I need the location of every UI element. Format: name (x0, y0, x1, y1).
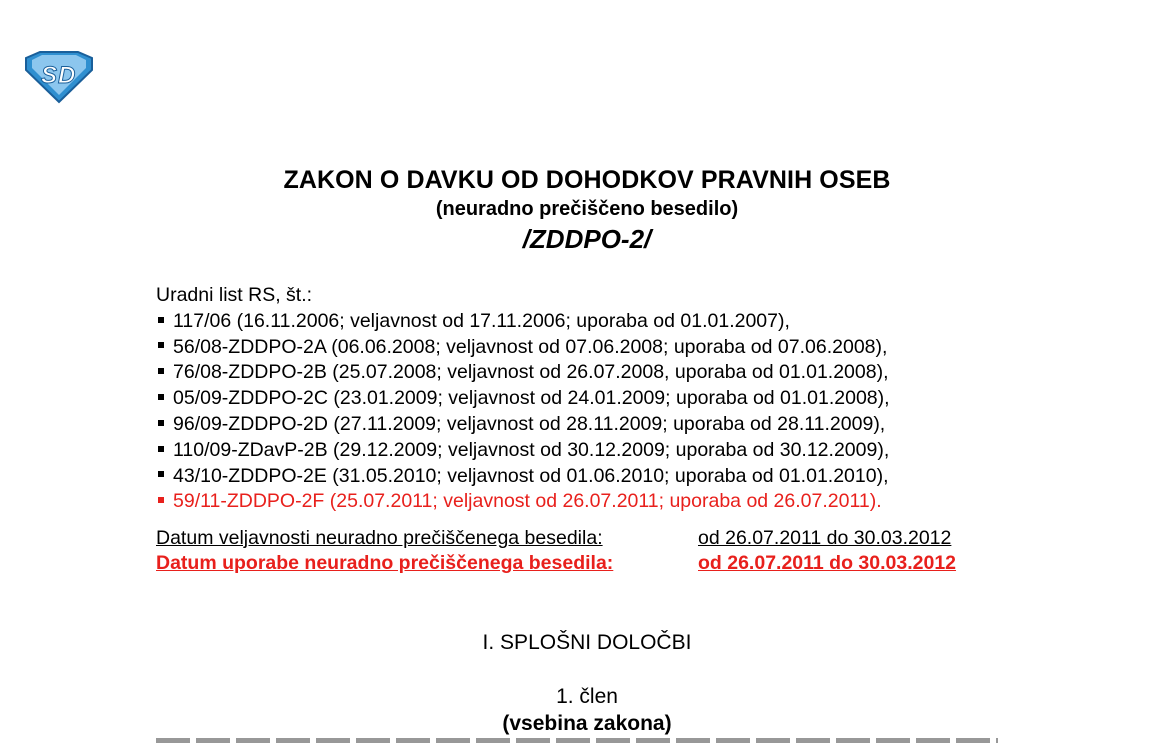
sd-logo-icon (22, 50, 96, 104)
amendment-list (156, 309, 890, 515)
amendment-item (156, 386, 890, 412)
bullet-icon (158, 317, 164, 323)
amendment-text: 110/09-ZDavP-2B (29.12.2009; veljavnost od 30.12.2009; uporaba od 30.12.2009), (173, 438, 890, 461)
amendment-text: 76/08-ZDDPO-2B (25.07.2008; veljavnost od 26.07.2008, uporaba od 01.01.2008), (173, 361, 889, 384)
bullet-icon (158, 342, 164, 348)
amendment-text: 59/11-ZDDPO-2F (25.07.2011; veljavnost od 26.07.2011; uporaba od 26.07.2011). (173, 490, 882, 513)
application-value: od 26.07.2011 do 30.03.2012 (698, 552, 957, 574)
amendment-text: 05/09-ZDDPO-2C (23.01.2009; veljavnost od 24.01.2009; uporaba od 01.01.2008), (173, 387, 890, 410)
application-row (156, 552, 956, 575)
document-abbreviation: /ZDDPO-2/ (522, 224, 652, 254)
svg-text:D: D (58, 62, 76, 89)
gazette-section (156, 283, 890, 515)
amendment-item (156, 309, 890, 335)
chapter-heading: I. SPLOŠNI DOLOČBI (482, 631, 692, 654)
amendment-item (156, 464, 890, 490)
cut-off-text-line (156, 738, 998, 743)
document-title: ZAKON O DAVKU OD DOHODKOV PRAVNIH OSEB (283, 166, 891, 194)
validity-row (156, 527, 951, 550)
amendment-item-current (156, 489, 890, 515)
bullet-icon (158, 497, 164, 503)
bullet-icon (158, 420, 164, 426)
article-title: (vsebina zakona) (502, 712, 672, 735)
gazette-heading: Uradni list RS, št.: (156, 284, 313, 306)
bullet-icon (158, 471, 164, 477)
amendment-item (156, 335, 890, 361)
application-label: Datum uporabe neuradno prečiščenega besedila: (156, 552, 614, 574)
bullet-icon (158, 446, 164, 452)
amendment-item (156, 438, 890, 464)
validity-label: Datum veljavnosti neuradno prečiščenega besedila: (156, 527, 603, 549)
bullet-icon (158, 368, 164, 374)
amendment-text: 56/08-ZDDPO-2A (06.06.2008; veljavnost od 07.06.2008; uporaba od 07.06.2008), (173, 335, 888, 358)
document-subtitle: (neuradno prečiščeno besedilo) (435, 198, 739, 220)
amendment-item (156, 360, 890, 386)
amendment-text: 43/10-ZDDPO-2E (31.05.2010; veljavnost od 01.06.2010; uporaba od 01.01.2010), (173, 464, 889, 487)
article-number: 1. člen (556, 685, 618, 708)
svg-text:S: S (41, 62, 58, 89)
amendment-text: 117/06 (16.11.2006; veljavnost od 17.11.2006; uporaba od 01.01.2007), (173, 309, 790, 332)
amendment-text: 96/09-ZDDPO-2D (27.11.2009; veljavnost od 28.11.2009; uporaba od 28.11.2009), (173, 412, 886, 435)
validity-value: od 26.07.2011 do 30.03.2012 (698, 527, 952, 549)
bullet-icon (158, 394, 164, 400)
amendment-item (156, 412, 890, 438)
